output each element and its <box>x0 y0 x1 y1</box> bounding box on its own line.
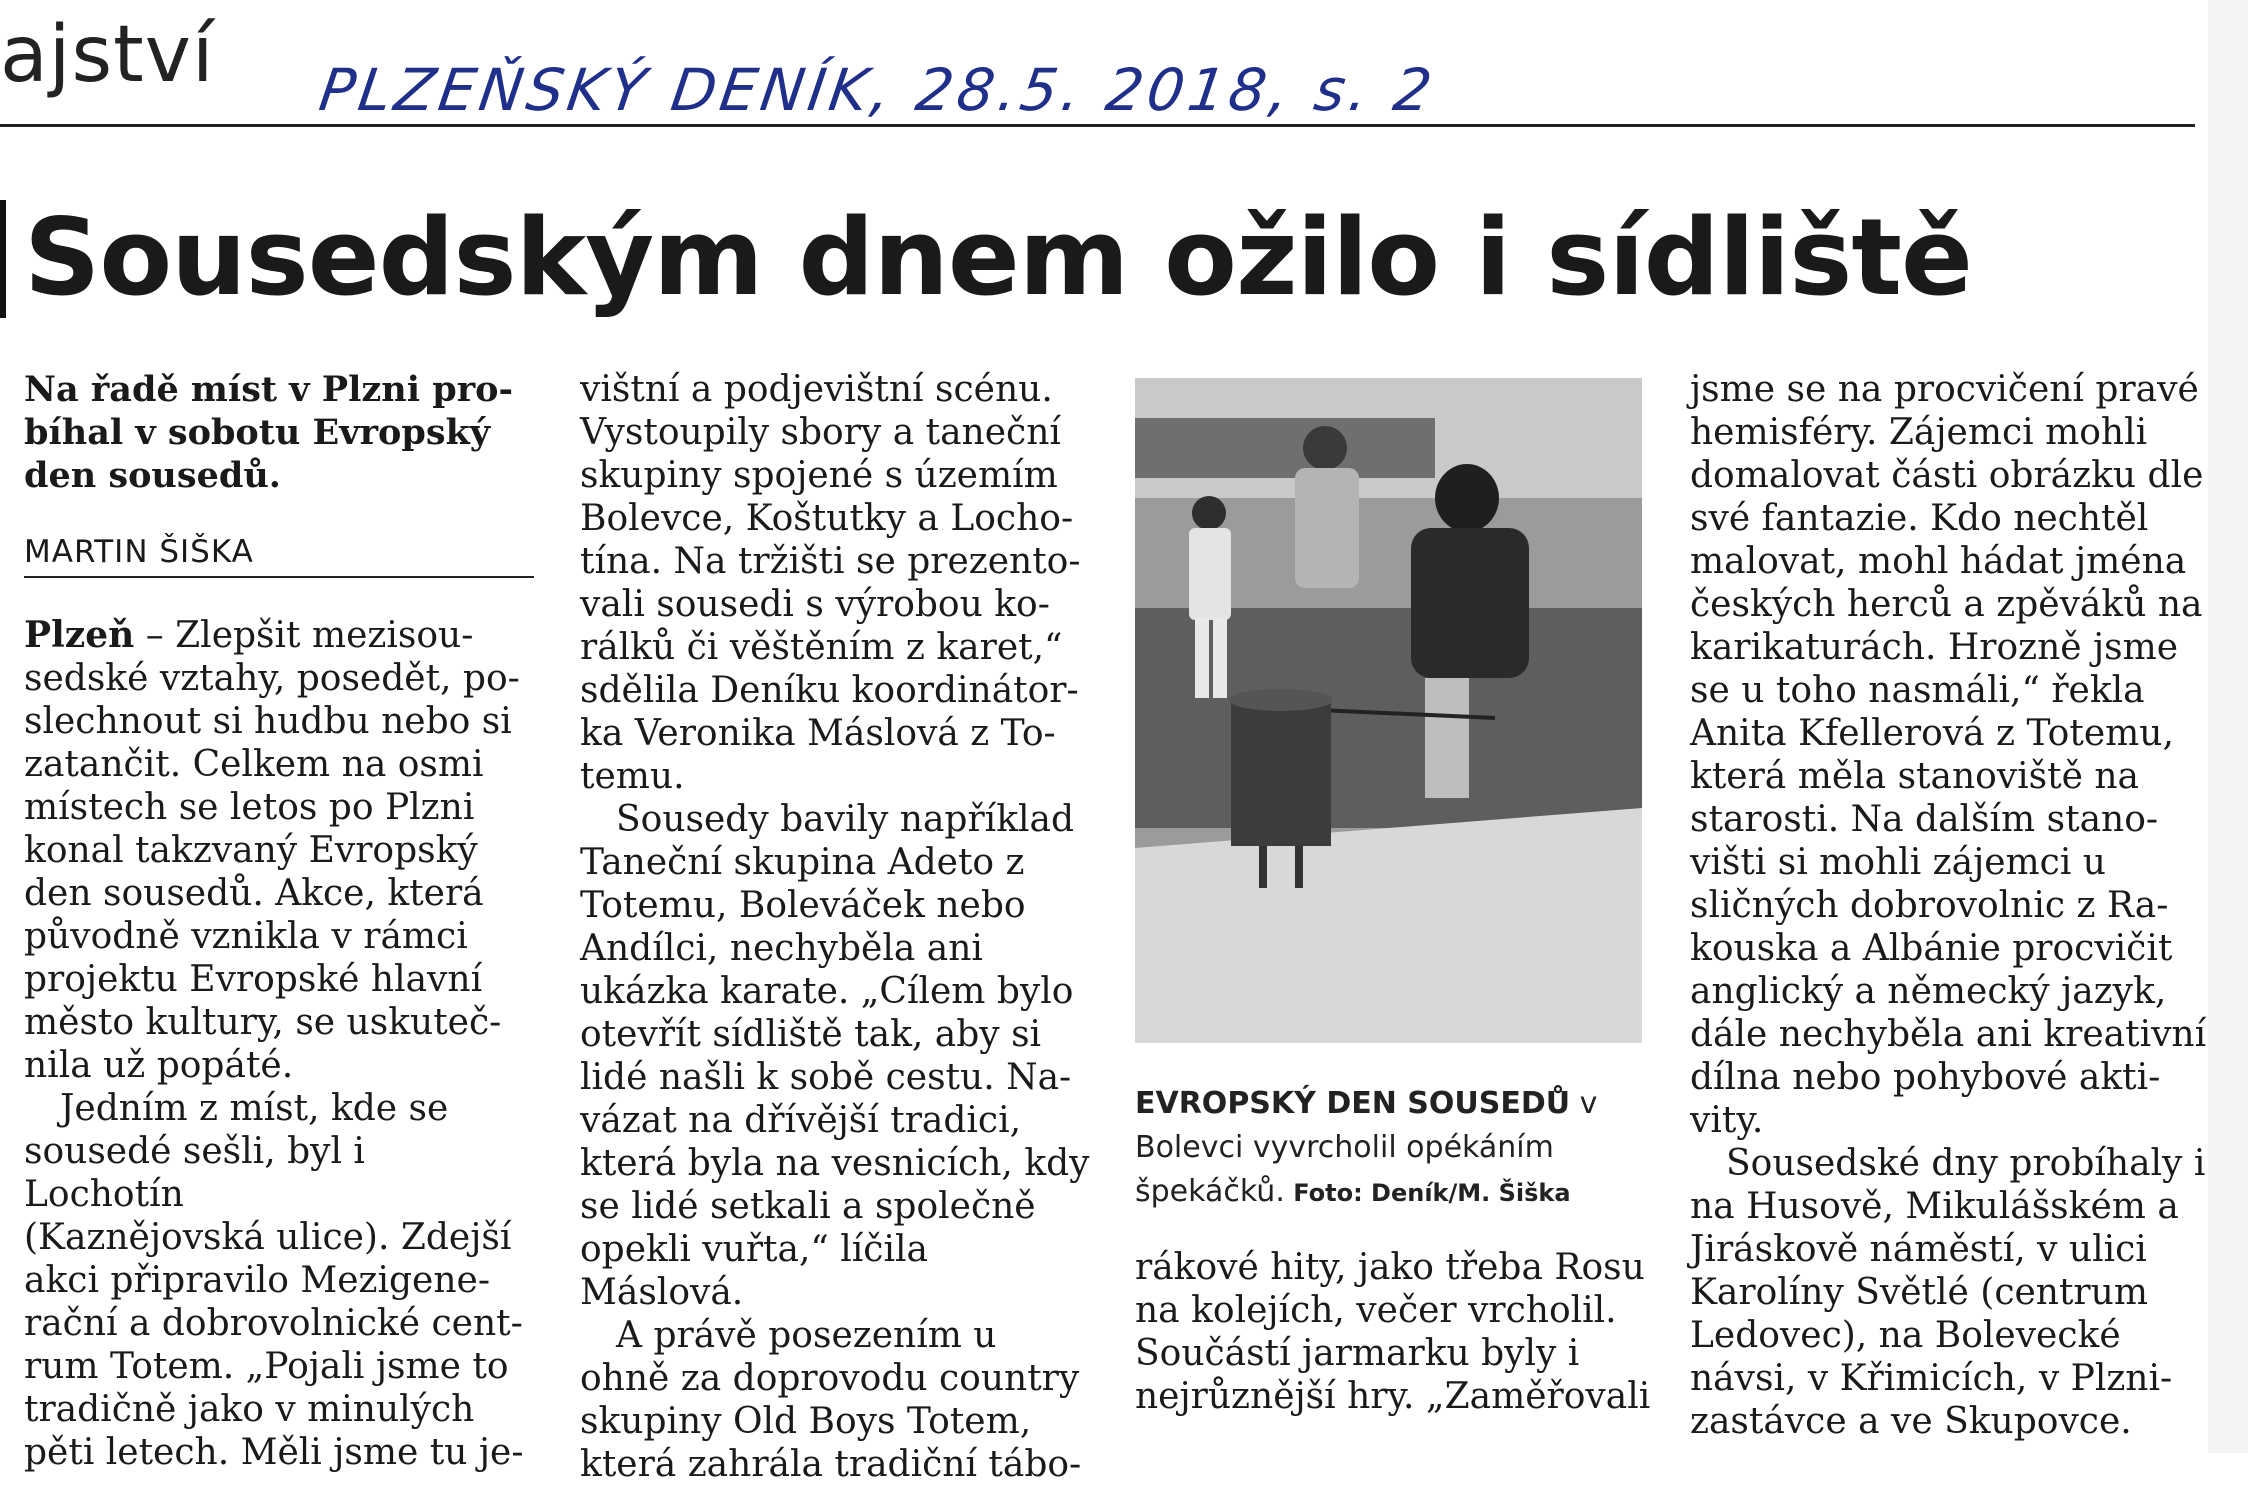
photo-illustration <box>1135 378 1642 1043</box>
text-line <box>24 614 534 657</box>
text-line: (Kaznějovská ulice). Zdejší <box>24 1217 512 1258</box>
lead-line: Na řadě míst v Plzni pro- <box>24 369 514 410</box>
text-line: skupiny spojené s územím <box>580 455 1058 496</box>
text-line: sličných dobrovolnic z Ra- <box>1690 885 2169 926</box>
col4-paragraph-2 <box>1690 1142 2210 1443</box>
scan-edge <box>2208 0 2248 1453</box>
text-line: vázat na dřívější tradici, <box>580 1100 1022 1141</box>
text-line: vištní a podjevištní scénu. <box>580 369 1053 410</box>
text-line: sdělila Deníku koordinátor- <box>580 670 1079 711</box>
author-byline: MARTIN ŠIŠKA <box>24 531 534 578</box>
text-line: Bolevce, Koštutky a Locho- <box>580 498 1074 539</box>
article-headline: Sousedským dnem ožilo i sídliště <box>24 196 1972 319</box>
text-line: slechnout si hudbu nebo si <box>24 701 512 742</box>
col2-paragraph-3 <box>580 1314 1090 1486</box>
text-line: starosti. Na dalším stano- <box>1690 799 2159 840</box>
text-line: rační a dobrovolnické cent- <box>24 1303 523 1344</box>
caption-head: EVROPSKÝ DEN SOUSEDŮ <box>1135 1086 1571 1121</box>
lead-line: bíhal v sobotu Evropský <box>24 412 491 453</box>
text-line: zastávce a ve Skupovce. <box>1690 1401 2132 1442</box>
text-line: Jiráskově náměstí, v ulici <box>1690 1229 2147 1270</box>
text-line: na Husově, Mikulášském a <box>1690 1186 2179 1227</box>
text-line: A právě posezením u <box>616 1315 997 1356</box>
caption-line <box>1135 1082 1655 1126</box>
col2-paragraph-1 <box>580 368 1090 798</box>
photo-credit: Foto: Deník/M. Šiška <box>1284 1179 1571 1207</box>
col1-paragraph-2 <box>24 1087 534 1474</box>
text-line: místech se letos po Plzni <box>24 787 475 828</box>
text-line: vity. <box>1690 1100 1764 1141</box>
text-line: tradičně jako v minulých <box>24 1389 475 1430</box>
text-line: nila už popáté. <box>24 1045 294 1086</box>
text-line: skupiny Old Boys Totem, <box>580 1401 1032 1442</box>
article-photo <box>1135 378 1642 1043</box>
text-line: dílna nebo pohybové akti- <box>1690 1057 2161 1098</box>
text-line: své fantazie. Kdo nechtěl <box>1690 498 2149 539</box>
text-line: nejrůznější hry. „Zaměřovali <box>1135 1376 1651 1417</box>
text-line: ohně za doprovodu country <box>580 1358 1080 1399</box>
text-line: rum Totem. „Pojali jsme to <box>24 1346 509 1387</box>
text-line: město kultury, se uskuteč- <box>24 1002 502 1043</box>
text-line: jsme se na procvičení pravé <box>1690 369 2199 410</box>
text-line: rálků či věštěním z karet,“ <box>580 627 1063 668</box>
text-line: Karolíny Světlé (centrum <box>1690 1272 2148 1313</box>
text-line: kouska a Albánie procvičit <box>1690 928 2173 969</box>
text-line: malovat, mohl hádat jména <box>1690 541 2187 582</box>
text-line: na kolejích, večer vrcholil. <box>1135 1290 1617 1331</box>
text-line: – Zlepšit mezisou- <box>134 615 474 656</box>
text-line: den sousedů. Akce, která <box>24 873 484 914</box>
column-1 <box>24 368 534 1474</box>
text-line: se u toho nasmáli,“ řekla <box>1690 670 2145 711</box>
handwritten-source-note: PLZEŇSKÝ DENÍK, 28.5. 2018, s. 2 <box>315 56 1440 124</box>
headline-bar <box>0 200 6 318</box>
section-label: ajství <box>0 10 215 100</box>
text-line: lidé našli k sobě cestu. Na- <box>580 1057 1072 1098</box>
column-3 <box>1135 1246 1655 1418</box>
text-line: Andílci, nechyběla ani <box>580 928 983 969</box>
caption-line <box>1135 1170 1655 1215</box>
text-line: která měla stanoviště na <box>1690 756 2140 797</box>
text-line: se lidé setkali a společně <box>580 1186 1036 1227</box>
text-line: návsi, v Křimicích, v Plzni- <box>1690 1358 2173 1399</box>
text-line: konal takzvaný Evropský <box>24 830 478 871</box>
column-4 <box>1690 368 2210 1443</box>
text-line: domalovat části obrázku dle <box>1690 455 2204 496</box>
text-line: ukázka karate. „Cílem bylo <box>580 971 1074 1012</box>
text-line: otevřít sídliště tak, aby si <box>580 1014 1042 1055</box>
text-line: která byla na vesnicích, kdy <box>580 1143 1090 1184</box>
caption-text: v <box>1570 1086 1598 1121</box>
caption-line: Bolevci vyvrcholil opékáním <box>1135 1130 1554 1165</box>
text-line: vali sousedi s výrobou ko- <box>580 584 1050 625</box>
dateline: Plzeň <box>24 614 135 656</box>
text-line: sedské vztahy, posedět, po- <box>24 658 520 699</box>
col4-paragraph-1 <box>1690 368 2210 1142</box>
text-line: českých herců a zpěváků na <box>1690 584 2203 625</box>
text-line: ka Veronika Máslová z To- <box>580 713 1056 754</box>
photo-caption <box>1135 1082 1655 1215</box>
text-line: která zahrála tradiční tábo- <box>580 1444 1082 1485</box>
header-rule <box>0 124 2195 127</box>
col1-paragraph-1 <box>24 614 534 1087</box>
text-line: Sousedské dny probíhaly i <box>1726 1143 2206 1184</box>
text-line: Sousedy bavily například <box>616 799 1075 840</box>
text-line: tína. Na tržišti se prezento- <box>580 541 1081 582</box>
text-line: Jedním z míst, kde se <box>60 1088 449 1129</box>
column-2 <box>580 368 1090 1486</box>
text-line: původně vznikla v rámci <box>24 916 468 957</box>
text-line: zatančit. Celkem na osmi <box>24 744 484 785</box>
caption-text: špekáčků. <box>1135 1174 1285 1209</box>
text-line: Součástí jarmarku byly i <box>1135 1333 1580 1374</box>
text-line: Vystoupily sbory a taneční <box>580 412 1061 453</box>
text-line: rákové hity, jako třeba Rosu <box>1135 1247 1645 1288</box>
text-line: Ledovec), na Bolevecké <box>1690 1315 2121 1356</box>
text-line: akci připravilo Mezigene- <box>24 1260 491 1301</box>
text-line: projektu Evropské hlavní <box>24 959 483 1000</box>
text-line: višti si mohli zájemci u <box>1690 842 2106 883</box>
text-line: Taneční skupina Adeto z <box>580 842 1025 883</box>
text-line: dále nechyběla ani kreativní <box>1690 1014 2207 1055</box>
text-line: anglický a německý jazyk, <box>1690 971 2167 1012</box>
text-line: Anita Kfellerová z Totemu, <box>1690 713 2174 754</box>
text-line: hemisféry. Zájemci mohli <box>1690 412 2148 453</box>
text-line: sousedé sešli, byl i Lochotín <box>24 1131 365 1215</box>
text-line: opekli vuřta,“ líčila Máslová. <box>580 1229 928 1313</box>
text-line: karikaturách. Hrozně jsme <box>1690 627 2179 668</box>
lead-line: den sousedů. <box>24 455 281 496</box>
text-line: Totemu, Boleváček nebo <box>580 885 1026 926</box>
col2-paragraph-2 <box>580 798 1090 1314</box>
text-line: temu. <box>580 756 685 797</box>
article-lead <box>24 368 534 497</box>
text-line: pěti letech. Měli jsme tu je- <box>24 1432 524 1473</box>
